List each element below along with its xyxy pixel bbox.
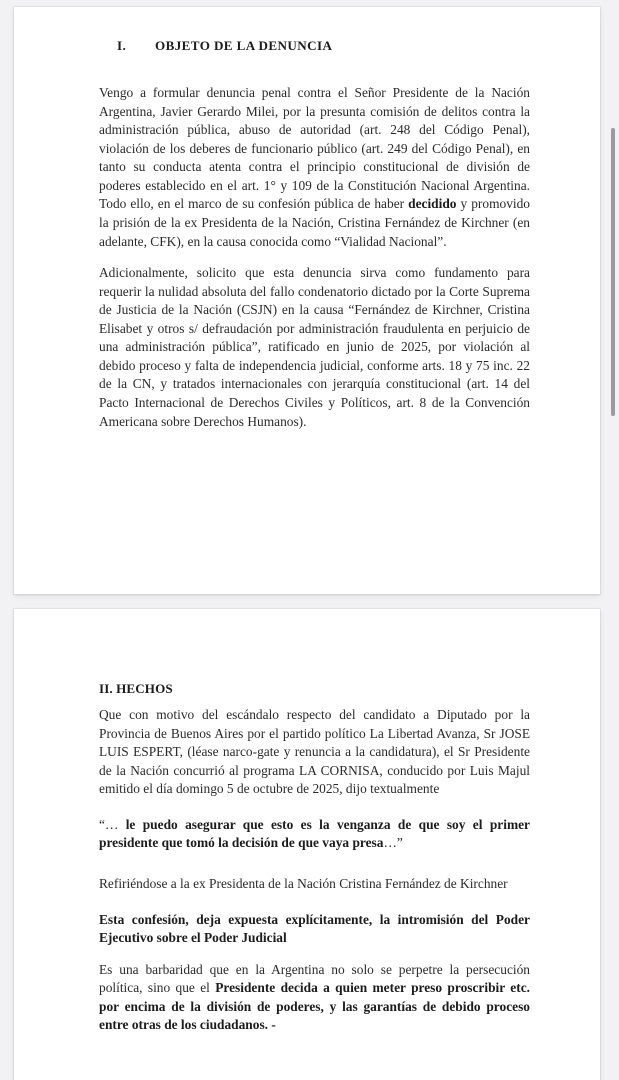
document-page-2: [14, 609, 600, 1080]
paragraph-hechos-1: [99, 706, 530, 799]
section-heading-ii: II. HECHOS: [99, 681, 173, 696]
paragraph-barbaridad-run-1: Es una barbaridad que en la Argentina no solo se perpetre la persecución política, sino que el: [99, 961, 530, 996]
paragraph-objeto-2: [99, 264, 530, 431]
page-1-content: [99, 38, 530, 444]
quotation-milei: [99, 816, 530, 853]
paragraph-confesion-run-1: Esta confesión, deja expuesta explícitamente, la intromisión del Poder Ejecutivo sobre el Poder Judicial: [99, 911, 530, 946]
emphasis-presidente-decida: Presidente decida a quien meter preso proscribir etc. por encima de la división de poderes, y las garantías de debido proceso entre otras de los ciudadanos. -: [99, 980, 530, 1033]
section-heading-i: [117, 38, 530, 54]
paragraph-objeto-1-run-1: Vengo a formular denuncia penal contra el Señor Presidente de la Nación Argentina, Javier Gerardo Milei, por la presunta comisión de delitos contra la administración pública, abuso de autoridad (art. 248 del Código Penal), violación de los deberes de funcionario público (art. 249 del Código Penal), en tanto su conducta atenta contra el principio constitucional de división de poderes establecido en el art. 1° y 109 de la Constitución Nacional Argentina. Todo ello, en el marco de su confesión pública de haber: [99, 85, 530, 212]
paragraph-hechos-1-run-1: Que con motivo del escándalo respecto del candidato a Diputado por la Provincia de Buenos Aires por el partido político La Libertad Avanza, Sr JOSE LUIS ESPERT, (léase narco-gate y renuncia a la candidatura), el Sr Presidente de la Nación concurrió al programa LA CORNISA, conducido por Luis Majul emitido el día domingo 5 de octubre de 2025, dijo textualmente: [99, 707, 530, 797]
section-numeral-i: I.: [117, 38, 127, 53]
page-2-content: [99, 681, 530, 1048]
paragraph-refiriendose: [99, 875, 530, 894]
quote-open-mark: “…: [99, 816, 119, 832]
paragraph-refiriendose-run-1: Refiriéndose a la ex Presidenta de la Nación Cristina Fernández de Kirchner: [99, 875, 508, 891]
quote-close-mark: …”: [383, 835, 403, 851]
emphasis-decidido: decidido: [408, 196, 457, 212]
paragraph-confesion: [99, 911, 530, 948]
paragraph-objeto-2-run-1: Adicionalmente, solicito que esta denuncia sirva como fundamento para requerir la nulidad absoluta del fallo condenatorio dictado por la Corte Suprema de Justicia de la Nación (CSJN) en la causa “Fernández de Kirchner, Cristina Elisabet y otros s/ defraudación por administración fraudulenta en perjuicio de una administración pública”, ratificado en junio de 2025, por violación al debido proceso y falta de independencia judicial, conforme arts. 18 y 75 inc. 22 de la CN, y tratados internacionales con jerarquía constitucional (art. 14 del Pacto Internacional de Derechos Civiles y Políticos, art. 8 de la Convención Americana sobre Derechos Humanos).: [99, 265, 530, 429]
paragraph-objeto-1-run-3: y promovido la prisión de la ex Presidenta de la Nación, Cristina Fernández de Kirchner (en adelante, CFK), en la causa conocida como “Vialidad Nacional”.: [99, 196, 530, 249]
paragraph-barbaridad: [99, 961, 530, 1035]
section-title-i: OBJETO DE LA DENUNCIA: [155, 38, 333, 53]
vertical-scrollbar-track[interactable]: [608, 0, 619, 1080]
document-page-1: [14, 7, 600, 594]
quote-text: le puedo asegurar que esto es la venganza de que soy el primer presidente que tomó la decisión de que vaya presa: [99, 816, 530, 851]
vertical-scrollbar-thumb[interactable]: [611, 128, 615, 416]
paragraph-objeto-1: [99, 84, 530, 251]
